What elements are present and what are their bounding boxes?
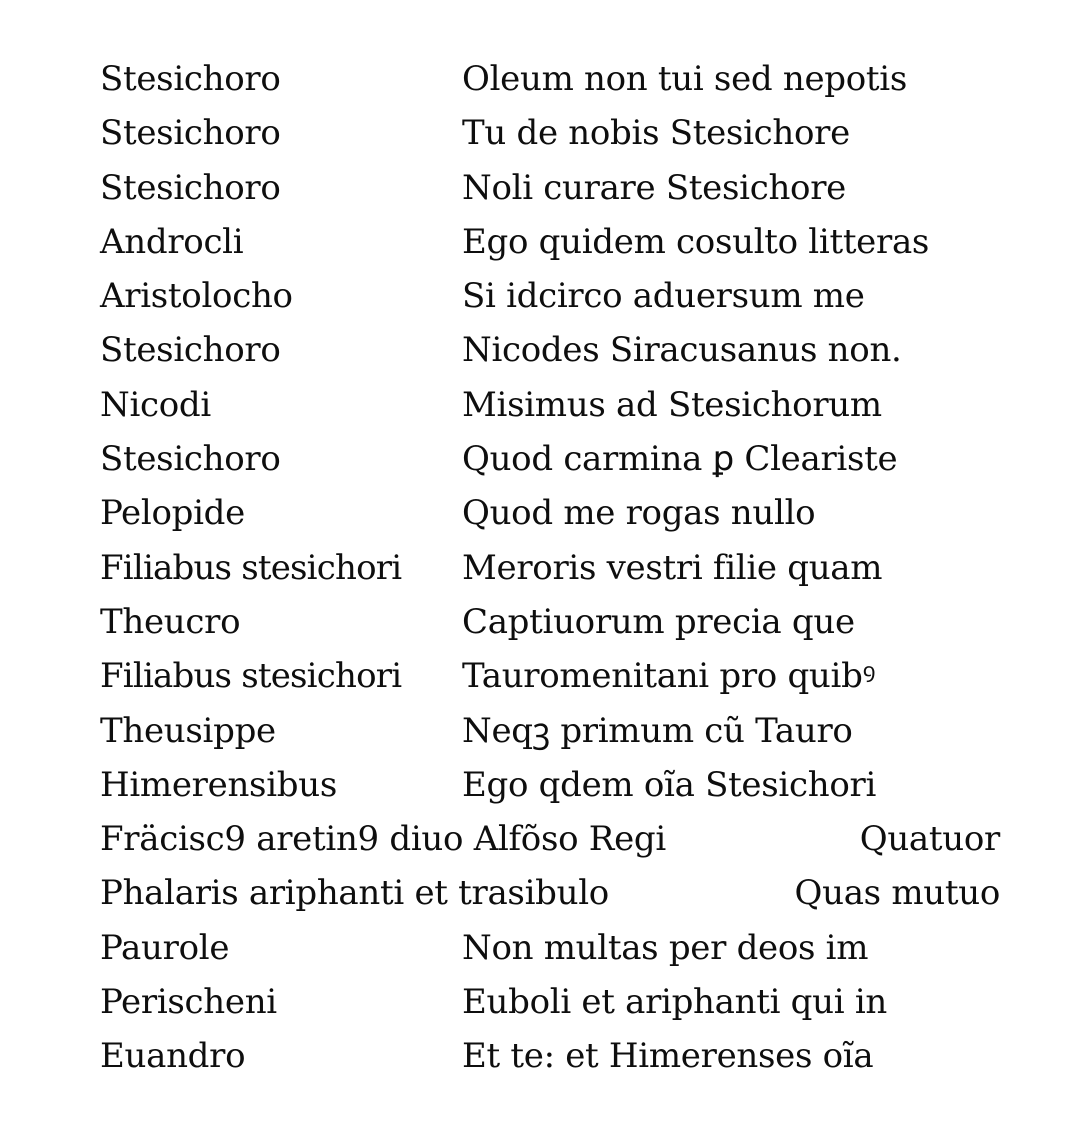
incipit: Euboli et ariphanti qui in [462,982,887,1023]
index-row [100,1029,1000,1083]
index-row [100,921,1000,975]
incipit: Ego quidem cosulto litteras [462,221,930,262]
incipit: Meroris vestri filie quam [462,547,883,588]
incipit: Tauromenitani pro quibꝰ [462,656,876,697]
addressee: Paurole [100,927,230,968]
addressee: Androcli [100,221,244,262]
incipit: Nicodes Siracusanus non. [462,330,902,371]
incipit: Tu de nobis Stesichore [462,113,850,154]
incipit: Quatuor [859,819,1000,860]
incipit: Misimus ad Stesichorum [462,384,882,425]
addressee: Aristolocho [100,276,293,317]
index-row [100,812,1000,866]
incipit: Neqꝫ primum cũ Tauro [462,710,853,751]
addressee: Fräcisc9 aretin9 diuo Alfõso Regi [100,819,666,860]
incipit: Quas mutuo [794,873,1000,914]
addressee: Nicodi [100,384,211,425]
index-row [100,52,1000,106]
index-row [100,649,1000,703]
index-row [100,161,1000,215]
addressee: Stesichoro [100,330,281,371]
incipit: Oleum non tui sed nepotis [462,59,908,99]
addressee: Pelopide [100,493,245,534]
index-row [100,323,1000,377]
index-row [100,975,1000,1029]
addressee: Filiabus stesichori [100,547,402,588]
addressee: Theusippe [100,710,276,751]
addressee: Filiabus stesichori [100,656,402,697]
index-row [100,432,1000,486]
addressee: Himerensibus [100,764,337,805]
index-row [100,541,1000,595]
index-row [100,215,1000,269]
index-row [100,269,1000,323]
index-row [100,704,1000,758]
index-row [100,486,1000,540]
index-row [100,106,1000,160]
incipit: Si idcirco aduersum me [462,276,865,317]
index-row [100,378,1000,432]
addressee: Stesichoro [100,59,281,99]
index-row [100,758,1000,812]
addressee: Euandro [100,1036,246,1077]
addressee: Stesichoro [100,439,281,480]
incipit: Quod me rogas nullo [462,493,816,534]
incipit: Ego qdem oĩa Stesichori [462,764,877,805]
incipit: Noli curare Stesichore [462,167,847,208]
incipit: Et te: et Himerenses oĩa [462,1036,874,1077]
addressee: Phalaris ariphanti et trasibulo [100,873,609,914]
addressee: Stesichoro [100,113,281,154]
index-row [100,595,1000,649]
incipit: Quod carmina ꝑ Cleariste [462,439,898,480]
addressee: Stesichoro [100,167,281,208]
incipit: Non multas per deos im [462,927,869,968]
incipit: Captiuorum precia que [462,601,855,642]
letter-index [100,52,1000,1084]
index-row [100,866,1000,920]
addressee: Perischeni [100,982,277,1023]
addressee: Theucro [100,601,241,642]
